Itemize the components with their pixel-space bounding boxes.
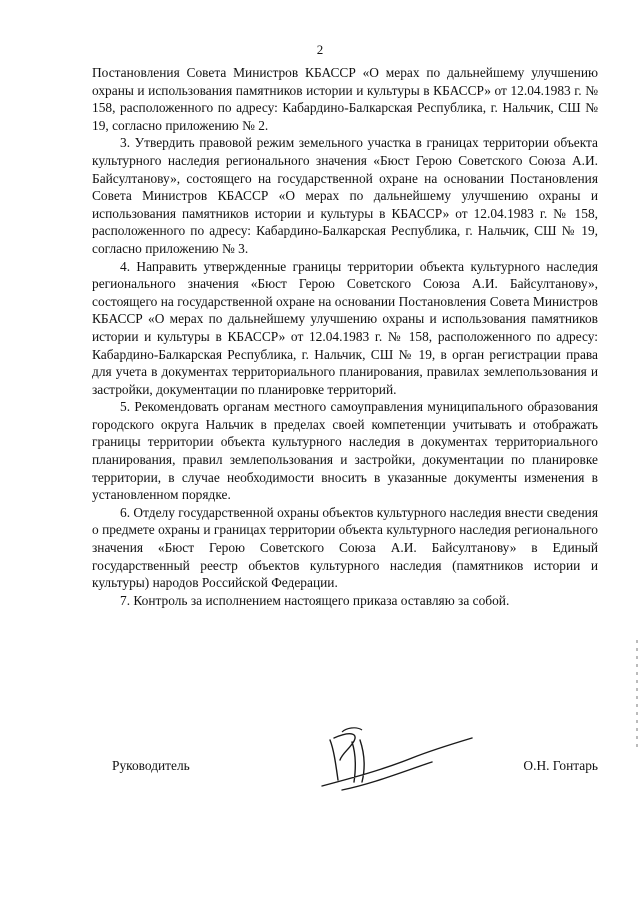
signatory-name: О.Н. Гонтарь xyxy=(523,758,598,773)
paragraph-item-5: 5. Рекомендовать органам местного самоуправления муниципального образования городского округа Нальчик в пределах своей компетенции учитывать и отображать границы территории объекта культурного наследия в документах территориального планирования, правил землепользования и застройки, документации по планировке территории, в случае необходимости вносить в указанные документы изменения в установленном порядке. xyxy=(92,399,598,503)
paragraph-item-3: 3. Утвердить правовой режим земельного участка в границах территории объекта культурного наследия регионального значения «Бюст Герою Советского Союза А.И. Байсултанову», состоящего на государственной охране на основании Постановления Совета Министров КБАССР «О мерах по дальнейшему улучшению охраны и использования памятников истории и культуры в КБАССР» от 12.04.1983 г. № 158, расположенного по адресу: Кабардино-Балкарская Республика, г. Нальчик, СШ № 19, согласно приложению № 3. xyxy=(92,135,598,256)
paragraph-item-4: 4. Направить утвержденные границы территории объекта культурного наследия регионального значения «Бюст Герою Советского Союза А.И. Байсултанову», состоящего на государственной охране на основании Постановления Совета Министров КБАССР «О мерах по дальнейшему улучшению охраны и использования памятников истории и культуры в КБАССР» от 12.04.1983 г. № 158, расположенного по адресу: Кабардино-Балкарская Республика, г. Нальчик, СШ № 19, в орган регистрации права для учета в документах территориального планирования, правилах землепользования и застройки, документации по планировке территорий. xyxy=(92,258,598,397)
paragraph-item-6: 6. Отделу государственной охраны объектов культурного наследия внести сведения о предмете охраны и границах территории объекта культурного наследия регионального значения «Бюст Герою Советского Союза А.И. Байсултанову» в Единый государственный реестр объектов культурного наследия (памятников истории и культуры) народов Российской Федерации. xyxy=(92,504,598,591)
signatory-role: Руководитель xyxy=(112,758,190,773)
paragraph-continuation: Постановления Совета Министров КБАССР «О мерах по дальнейшему улучшению охраны и использования памятников истории и культуры в КБАССР» от 12.04.1983 г. № 158, расположенного по адресу: Кабардино-Балкарская Республика, г. Нальчик, СШ № 19, согласно приложению № 2. xyxy=(92,65,598,133)
scan-edge-artifact xyxy=(636,640,638,750)
page-number: 2 xyxy=(316,42,324,57)
paragraph-item-7: 7. Контроль за исполнением настоящего приказа оставляю за собой. xyxy=(120,592,510,608)
handwritten-signature xyxy=(312,720,482,800)
document-body xyxy=(92,64,598,609)
signature-block xyxy=(92,720,598,800)
